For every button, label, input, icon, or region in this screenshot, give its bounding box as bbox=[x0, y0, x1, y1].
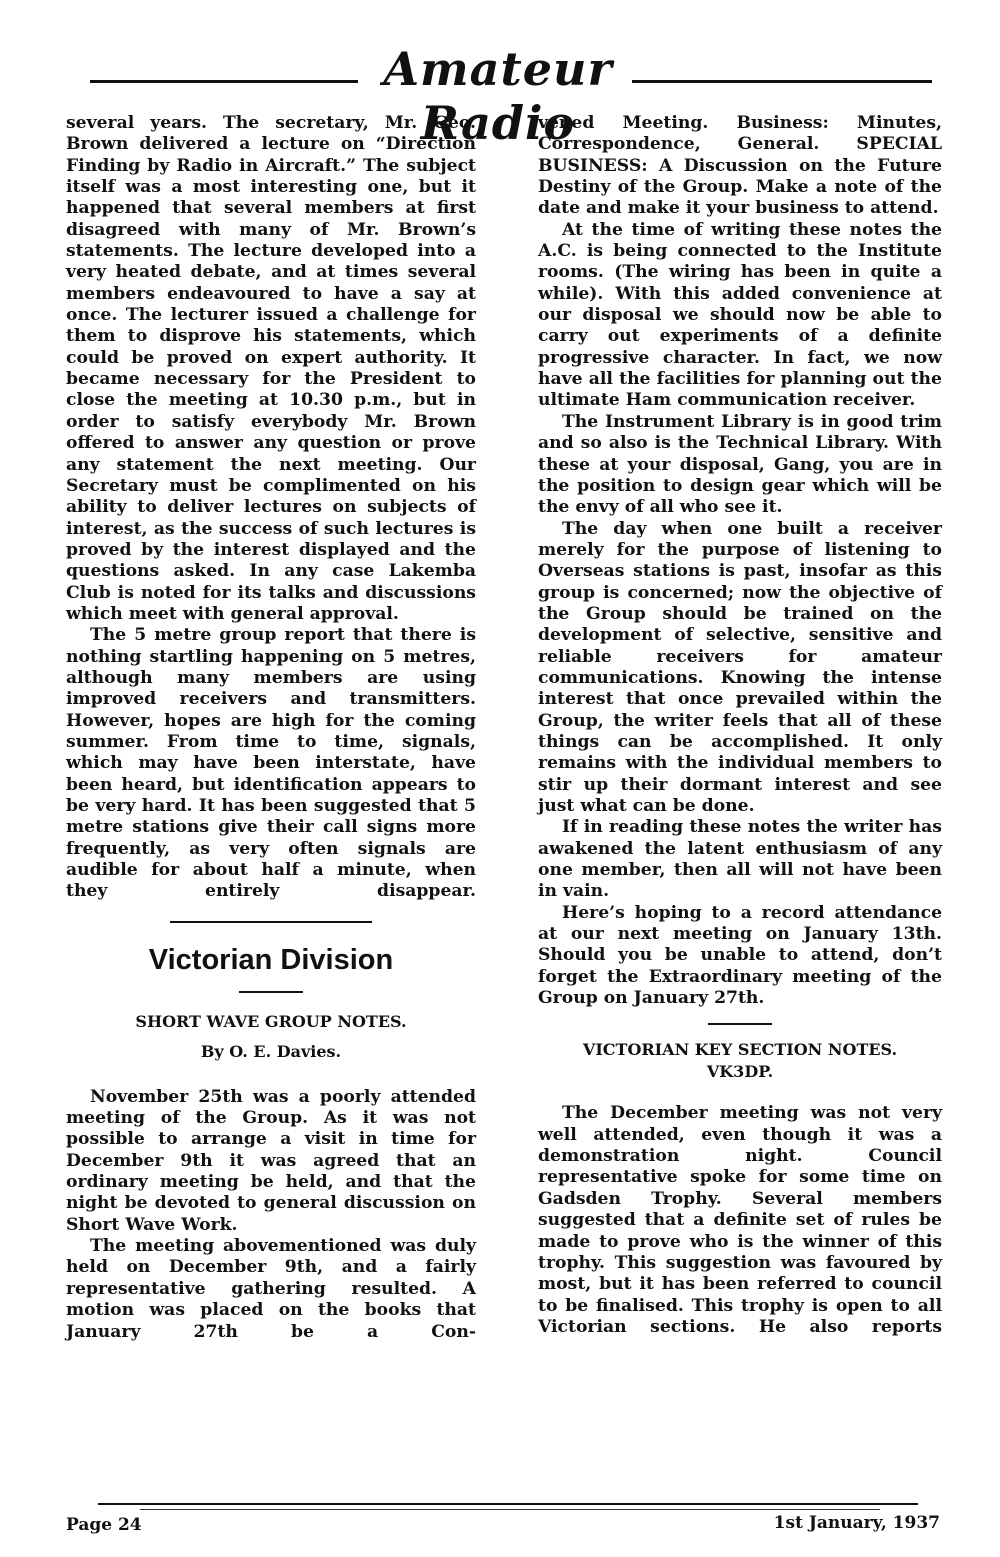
article-paragraph: The Instrument Library is in good trim and so also is the Technical Library. With these at your disposal, Gang, you are in the position to design gear which will be the envy of all who see it. bbox=[538, 411, 942, 518]
section-divider-short bbox=[708, 1023, 772, 1025]
article-paragraph: Here’s hoping to a record attendance at our next meeting on January 13th. Should you be unable to attend, don’t forget the Extraordinary meeting of the Group on January 27th. bbox=[538, 902, 942, 1009]
section-heading: SHORT WAVE GROUP NOTES. bbox=[135, 1011, 407, 1031]
issue-date: 1st January, 1937 bbox=[773, 1513, 940, 1533]
left-column bbox=[66, 113, 476, 1343]
article-paragraph: The day when one built a receiver merely for the purpose of listening to Overseas stations is past, insofar as this group is concerned; now the objective of the Group should be trained on the development of selective, sensitive and reliable receivers for amateur communications. Knowing the intense interest that once prevailed within the Group, the writer feels that all of these things can be accomplished. It only remains with the individual members to stir up their dormant interest and see just what can be done. bbox=[538, 518, 942, 816]
article-paragraph: The 5 metre group report that there is nothing startling happening on 5 metres, although many members are using improved receivers and transmitters. However, hopes are high for the coming summer. From time to time, signals, which may have been interstate, have been heard, but identification appears to be very hard. It has been suggested that 5 metre stations give their call signs more frequently, as very often signals are audible for about half a minute, when they entirely disappear. bbox=[66, 625, 476, 902]
byline: By O. E. Davies. bbox=[200, 1041, 342, 1061]
article-paragraph: The meeting abovementioned was duly held on December 9th, and a fairly representative gathering resulted. A motion was placed on the books that January 27th be a Con- bbox=[66, 1236, 476, 1342]
article-paragraph: The December meeting was not very well attended, even though it was a demonstration night. Council representative spoke for some time on Gadsden Trophy. Several members suggested that a definite set of rules be made to prove who is the winner of this trophy. This suggestion was favoured by most, but it has been referred to council to be finalised. This trophy is open to all Victorian sections. He also reports bbox=[538, 1103, 942, 1337]
footer-rule bbox=[98, 1503, 918, 1505]
article-paragraph: November 25th was a poorly attended meeting of the Group. As it was not possible to arrange a visit in time for December 9th it was agreed that an ordinary meeting be held, and that the night be devoted to general discussion on Short Wave Work. bbox=[66, 1086, 476, 1235]
article-paragraph: vened Meeting. Business: Minutes, Correspondence, General. SPECIAL BUSINESS: A Discussion on the Future Destiny of the Group. Make a note of the date and make it your business to attend. bbox=[538, 113, 942, 219]
masthead bbox=[84, 42, 936, 150]
section-heading-callsign: VK3DP. bbox=[706, 1062, 774, 1082]
masthead-rule-left bbox=[90, 80, 358, 83]
right-column bbox=[538, 113, 942, 1338]
page-number: Page 24 bbox=[66, 1515, 142, 1535]
article-paragraph: At the time of writing these notes the A.C. is being connected to the Institute rooms. (The wiring has been in quite a while). With this added convenience at our disposal we should now be able to carry out experiments of a definite progressive character. In fact, we now have all the facilities for planning out the ultimate Ham communication receiver. bbox=[538, 219, 942, 411]
masthead-title: Amateur Radio bbox=[383, 42, 613, 150]
section-divider-short bbox=[239, 991, 303, 993]
section-divider bbox=[170, 921, 372, 923]
footer-rule-thin bbox=[140, 1509, 880, 1510]
article-paragraph: If in reading these notes the writer has awakened the latent enthusiasm of any one member, then all will not have been in vain. bbox=[538, 817, 942, 902]
article-paragraph: several years. The secretary, Mr. Geo. Brown delivered a lecture on “Direction Finding by Radio in Aircraft.” The subject itself was a most interesting one, but it happened that several members at first disagreed with many of Mr. Brown’s statements. The lecture developed into a very heated debate, and at times several members endeavoured to have a say at once. The lecturer issued a challenge for them to disprove his statements, which could be proved on expert authority. It became necessary for the President to close the meeting at 10.30 p.m., but in order to satisfy everybody Mr. Brown offered to answer any question or prove any statement the next meeting. Our Secretary must be complimented on his ability to deliver lectures on subjects of interest, as the success of such lectures is proved by the interest displayed and the questions asked. In any case Lakemba Club is noted for its talks and discussions which meet with general approval. bbox=[66, 113, 476, 624]
division-title: Victorian Division bbox=[148, 943, 394, 976]
section-heading: VICTORIAN KEY SECTION NOTES. bbox=[582, 1040, 898, 1060]
masthead-rule-right bbox=[632, 80, 932, 83]
